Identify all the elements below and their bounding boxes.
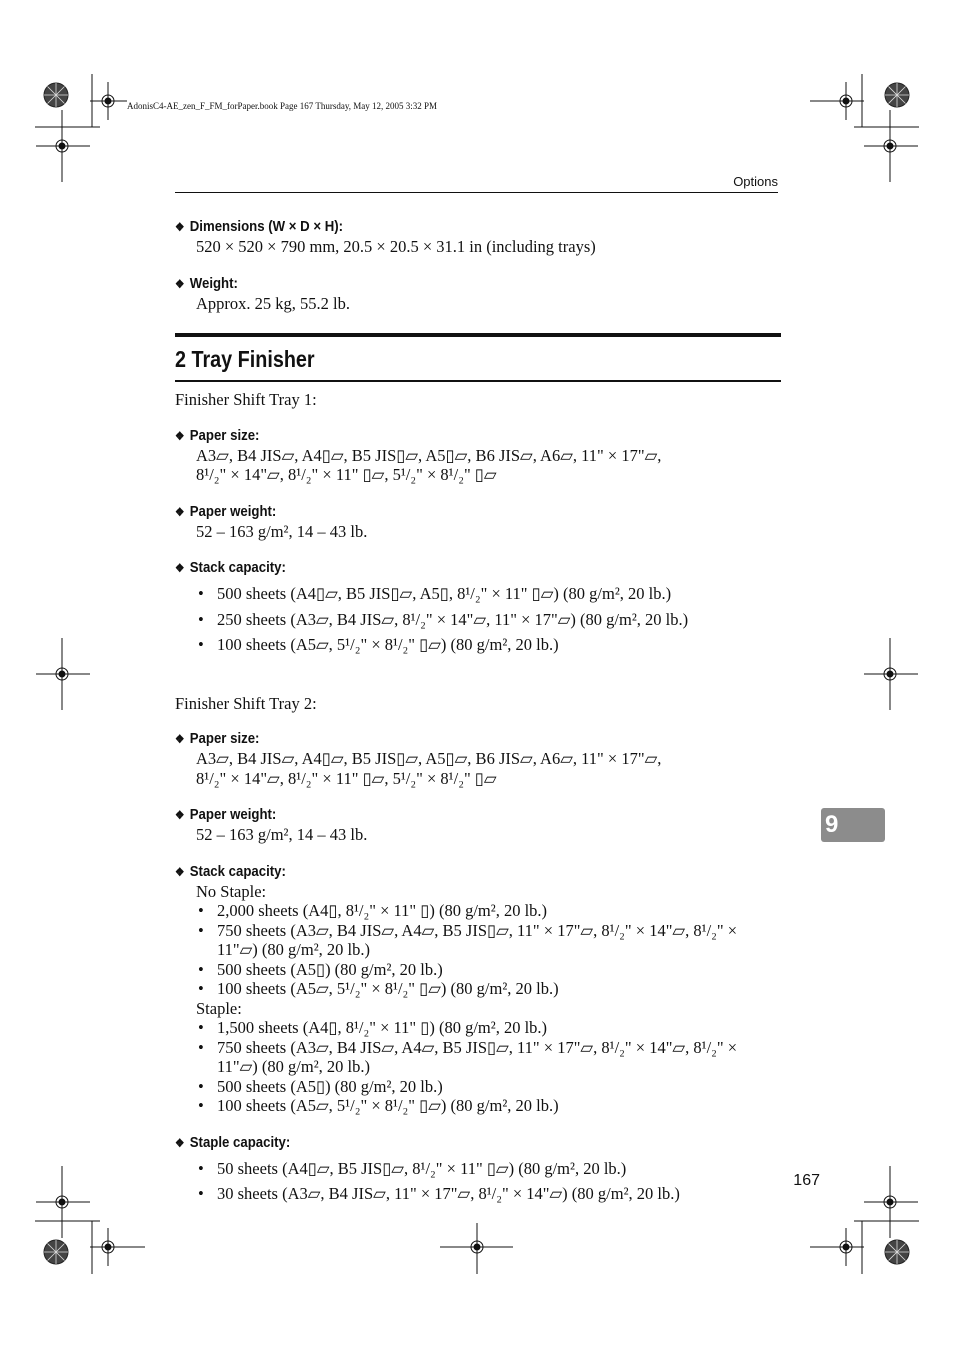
- dimensions-heading: ❖ Dimensions (W × D × H):: [175, 218, 344, 235]
- page-content: [175, 217, 781, 1221]
- list-item: • 500 sheets (A5▯) (80 g/m², 20 lb.): [196, 960, 781, 980]
- list-item: • 30 sheets (A3▱, B4 JIS▱, 11" × 17"▱, 8¹/₂" × 14"▱) (80 g/m², 20 lb.): [196, 1184, 781, 1204]
- list-item: • 2,000 sheets (A4▯, 8¹/₂" × 11" ▯) (80 g/m², 20 lb.): [196, 901, 781, 921]
- chapter-tab: 9: [821, 808, 885, 842]
- staple-capacity-heading: ❖ Staple capacity:: [175, 1133, 291, 1151]
- no-staple-list: [175, 901, 781, 999]
- diamond-marker-icon: ❖: [175, 220, 185, 234]
- list-item: • 50 sheets (A4▯▱, B5 JIS▯▱, 8¹/₂" × 11" ▯▱) (80 g/m², 20 lb.): [196, 1159, 781, 1179]
- list-item: • 750 sheets (A3▱, B4 JIS▱, A4▱, B5 JIS▯▱, 11" × 17"▱, 8¹/₂" × 14"▱, 8¹/₂" × 11"▱) (80 g/m², 20 lb.): [196, 1038, 781, 1077]
- tray1-paper-weight: [175, 502, 781, 542]
- paper-weight-value: 52 – 163 g/m², 14 – 43 lb.: [196, 521, 368, 541]
- weight-block: [175, 274, 781, 314]
- tray2-label: Finisher Shift Tray 2:: [175, 693, 317, 713]
- diamond-marker-icon: ❖: [175, 561, 185, 575]
- weight-value: Approx. 25 kg, 55.2 lb.: [196, 293, 350, 313]
- list-item: • 100 sheets (A5▱, 5¹/₂" × 8¹/₂" ▯▱) (80 g/m², 20 lb.): [196, 1096, 781, 1116]
- tray2-paper-weight: [175, 805, 781, 845]
- page-number: 167: [793, 1172, 820, 1189]
- no-staple-label: No Staple:: [196, 881, 267, 901]
- diamond-marker-icon: ❖: [175, 504, 185, 519]
- diamond-marker-icon: ❖: [175, 276, 185, 291]
- tray1-stack-capacity: [175, 558, 781, 655]
- staple-label: Staple:: [196, 998, 242, 1018]
- section-title: 2 Tray Finisher: [175, 346, 315, 372]
- stack-capacity-heading: ❖ Stack capacity:: [175, 559, 286, 576]
- dimensions-block: [175, 217, 781, 257]
- section-rule-bottom: [175, 380, 781, 382]
- staple-capacity-list: [175, 1159, 781, 1204]
- list-item: • 250 sheets (A3▱, B4 JIS▱, 8¹/₂" × 14"▱, 11" × 17"▱) (80 g/m², 20 lb.): [196, 610, 781, 630]
- list-item: • 100 sheets (A5▱, 5¹/₂" × 8¹/₂" ▯▱) (80 g/m², 20 lb.): [196, 635, 781, 655]
- print-header: AdonisC4-AE_zen_F_FM_forPaper.book Page 167 Thursday, May 12, 2005 3:32 PM: [127, 101, 437, 111]
- paper-weight-value: 52 – 163 g/m², 14 – 43 lb.: [196, 825, 368, 844]
- stack-capacity-list: [175, 584, 781, 655]
- paper-size-heading: ❖ Paper size:: [175, 426, 260, 444]
- diamond-marker-icon: ❖: [175, 732, 185, 746]
- tray2-staple-capacity: [175, 1133, 781, 1204]
- stack-capacity-heading: ❖ Stack capacity:: [175, 862, 286, 880]
- diamond-marker-icon: ❖: [175, 808, 185, 822]
- paper-weight-heading: ❖ Paper weight:: [175, 806, 277, 823]
- paper-weight-heading: ❖ Paper weight:: [175, 502, 277, 520]
- paper-size-line: A3▱, B4 JIS▱, A4▯▱, B5 JIS▯▱, A5▯▱, B6 JIS▱, A6▱, 11" × 17"▱,: [196, 749, 662, 768]
- paper-size-line: 8¹/₂" × 14"▱, 8¹/₂" × 11" ▯▱, 5¹/₂" × 8¹/₂" ▯▱: [196, 465, 497, 484]
- tray2-paper-size: [175, 729, 781, 788]
- list-item: • 500 sheets (A4▯▱, B5 JIS▯▱, A5▯, 8¹/₂" × 11" ▯▱) (80 g/m², 20 lb.): [196, 584, 781, 604]
- list-item: • 750 sheets (A3▱, B4 JIS▱, A4▱, B5 JIS▯▱, 11" × 17"▱, 8¹/₂" × 14"▱, 8¹/₂" × 11"▱) (80 g/m², 20 lb.): [196, 921, 781, 960]
- staple-list: [175, 1018, 781, 1116]
- section-rule-top: [175, 333, 781, 337]
- weight-heading: ❖ Weight:: [175, 274, 238, 292]
- running-head: Options: [733, 174, 778, 189]
- paper-size-line: 8¹/₂" × 14"▱, 8¹/₂" × 11" ▯▱, 5¹/₂" × 8¹/₂" ▯▱: [196, 768, 497, 788]
- paper-size-heading: ❖ Paper size:: [175, 730, 260, 747]
- list-item: • 100 sheets (A5▱, 5¹/₂" × 8¹/₂" ▯▱) (80 g/m², 20 lb.): [196, 979, 781, 999]
- list-item: • 1,500 sheets (A4▯, 8¹/₂" × 11" ▯) (80 g/m², 20 lb.): [196, 1018, 781, 1038]
- tray1-label: Finisher Shift Tray 1:: [175, 390, 317, 409]
- tray2-stack-capacity: [175, 862, 781, 1116]
- diamond-marker-icon: ❖: [175, 1135, 185, 1150]
- diamond-marker-icon: ❖: [175, 864, 185, 879]
- diamond-marker-icon: ❖: [175, 428, 185, 443]
- list-item: • 500 sheets (A5▯) (80 g/m², 20 lb.): [196, 1077, 781, 1097]
- dimensions-value: 520 × 520 × 790 mm, 20.5 × 20.5 × 31.1 in (including trays): [196, 237, 596, 256]
- tray1-paper-size: [175, 426, 781, 485]
- paper-size-line: A3▱, B4 JIS▱, A4▯▱, B5 JIS▯▱, A5▯▱, B6 JIS▱, A6▱, 11" × 17"▱,: [196, 445, 662, 465]
- header-rule: [175, 192, 778, 193]
